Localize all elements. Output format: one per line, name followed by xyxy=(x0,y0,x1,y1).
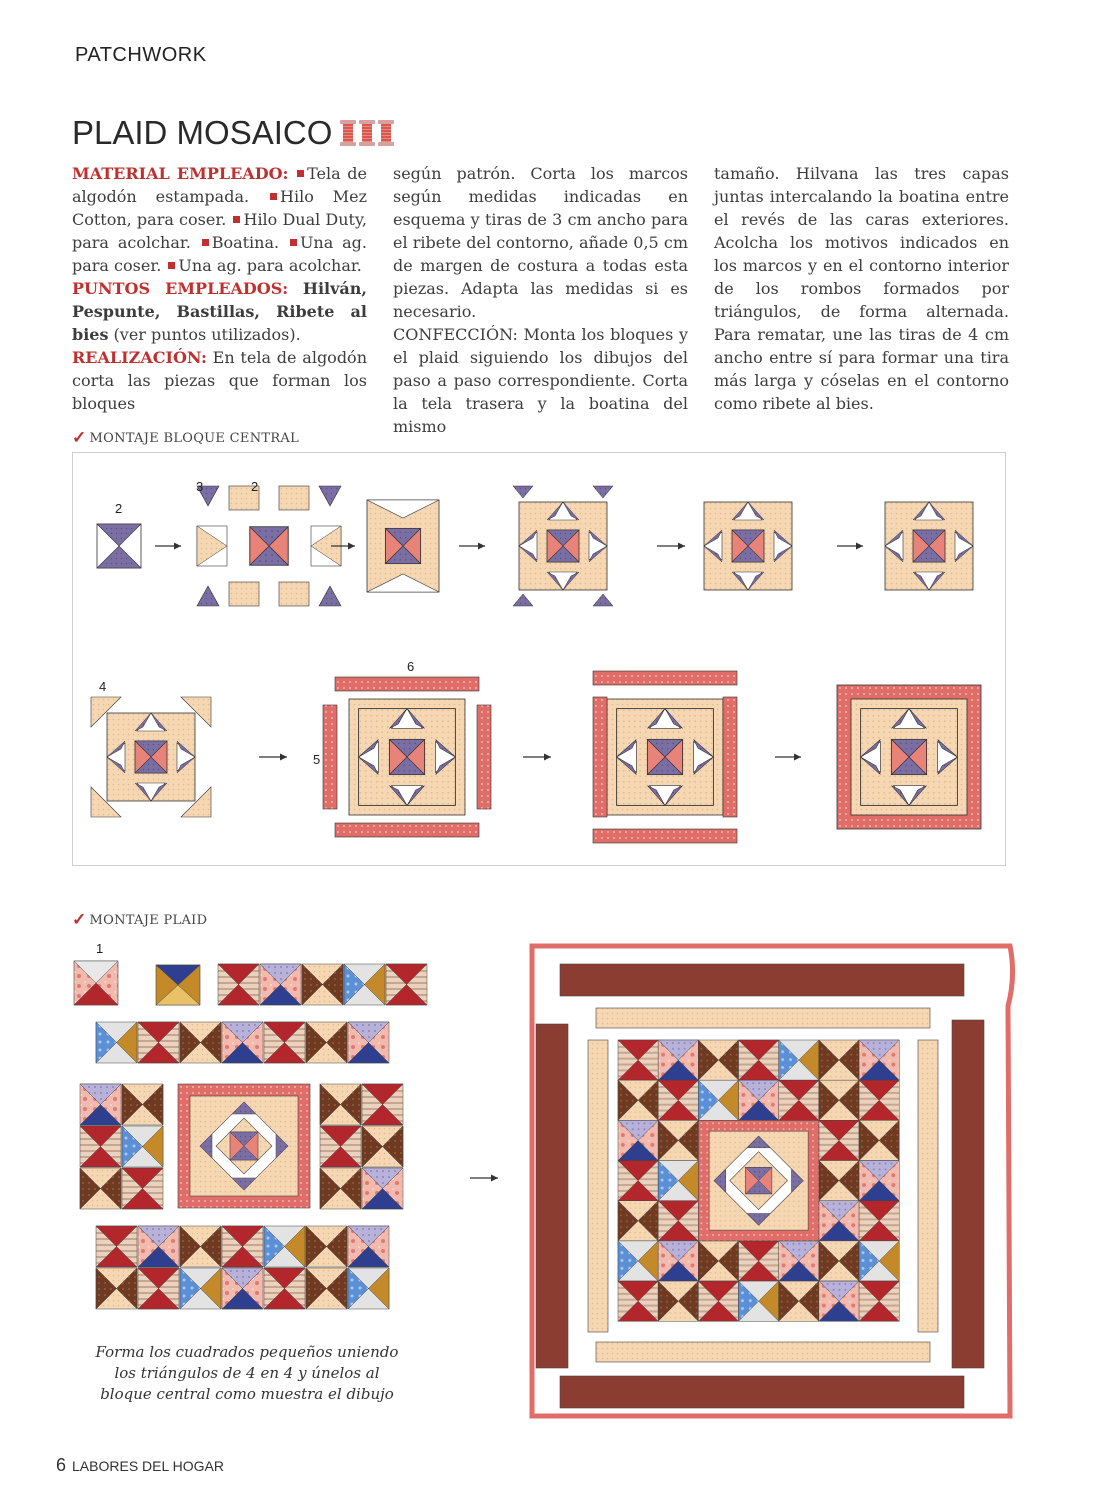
material-item: Una ag. para coser. xyxy=(72,233,367,275)
step-number: 3 xyxy=(196,479,204,494)
puntos-label: PUNTOS EMPLEADOS: xyxy=(72,279,289,298)
step-4-star-expanded xyxy=(513,486,613,606)
text-column-2 xyxy=(393,162,688,438)
col2-paragraph-1: según patrón. Corta los marcos según medidas indicadas en esquema y tiras de 3 cm ancho para el ribete del contorno, añade 0,5 cm de margen de costura a todas esta piezas. Adapta las medidas si es necesario. xyxy=(393,164,688,321)
square-row-top xyxy=(218,964,427,1005)
puntos-note: (ver puntos utilizados). xyxy=(113,325,301,344)
text-column-3 xyxy=(714,162,1009,438)
difficulty-spools xyxy=(340,120,394,146)
central-block-svg xyxy=(73,453,1005,865)
col3-paragraph-1: tamaño. Hilvana las tres capas juntas intercalando la boatina entre el revés de las caras exteriores. Acolcha los motivos indicados en los marcos y en el contorno interior de los rombos formados por triángulos, de forma alternada. Para rematar, une las tiras de 4 cm ancho entre sí para formar una tira más larga y cóselas en el contorno como ribete al bies. xyxy=(714,164,1009,413)
col2-paragraph-2: CONFECCIÓN: Monta los bloques y el plaid siguiendo los dibujos del paso a paso correspondiente. Corta la tela trasera y la boatina del mismo xyxy=(393,325,688,436)
step-7-corners xyxy=(91,697,211,817)
step-5-star xyxy=(704,502,792,590)
step-10-finished-block xyxy=(837,685,981,829)
single-squares xyxy=(74,961,200,1005)
page-title xyxy=(72,114,394,152)
step-number: 5 xyxy=(313,752,321,767)
text-column-1 xyxy=(72,162,367,438)
square-row-2 xyxy=(96,1022,389,1063)
step-8-side-strips xyxy=(323,677,491,837)
center-block-framed xyxy=(178,1084,310,1208)
realizacion-label: REALIZACIÓN: xyxy=(72,348,207,367)
left-column-squares xyxy=(80,1084,163,1209)
spool-icon xyxy=(378,120,394,146)
diagram-title: MONTAJE BLOQUE CENTRAL xyxy=(89,430,300,446)
step-3-rows xyxy=(367,500,439,592)
material-item: Hilo Dual Duty, para acolchar. xyxy=(72,210,367,252)
central-block-diagram xyxy=(72,452,1006,866)
step-number: 6 xyxy=(407,659,415,674)
spool-icon xyxy=(359,120,375,146)
material-item: Boatina. xyxy=(211,233,280,252)
diagram-title: MONTAJE PLAID xyxy=(89,912,208,928)
spool-icon xyxy=(340,120,356,146)
page-number: 6 xyxy=(56,1455,67,1475)
step-number: 1 xyxy=(96,941,104,956)
magazine-name: LABORES DEL HOGAR xyxy=(72,1458,224,1474)
check-icon: ✓ xyxy=(72,428,87,448)
material-label: MATERIAL EMPLEADO: xyxy=(72,164,289,183)
finished-plaid xyxy=(532,946,1013,1416)
step-number: 4 xyxy=(99,679,107,694)
diagram-label-plaid xyxy=(72,910,207,930)
material-item: Una ag. para acolchar. xyxy=(178,256,362,275)
plaid-caption: Forma los cuadrados pequeños uniendo los triángulos de 4 en 4 y únelos al bloque central como muestra el dibujo xyxy=(95,1343,399,1403)
realizacion-text: En tela de algodón corta las piezas que forman los bloques xyxy=(72,348,367,413)
material-item: Hilo Mez Cotton, para coser. xyxy=(72,187,368,229)
step-1-square xyxy=(97,524,141,568)
puntos-value: Hilván, Pespunte, Bastillas, Ribete al bies xyxy=(72,279,367,344)
page-footer xyxy=(56,1455,224,1476)
step-2-parts xyxy=(197,486,341,606)
title-text: PLAID MOSAICO xyxy=(72,114,333,151)
diagram-label-central xyxy=(72,428,299,448)
step-number: 2 xyxy=(251,479,259,494)
section-label: PATCHWORK xyxy=(75,44,207,66)
step-number: 2 xyxy=(115,501,123,516)
right-column-squares xyxy=(320,1084,403,1209)
material-item: Tela de algodón estampada. xyxy=(72,164,367,206)
step-9-partial-frame xyxy=(593,671,737,843)
step-6-star-joined xyxy=(885,502,973,590)
square-rows-bottom xyxy=(96,1226,389,1309)
article-text xyxy=(72,162,1012,438)
check-icon: ✓ xyxy=(72,910,87,930)
